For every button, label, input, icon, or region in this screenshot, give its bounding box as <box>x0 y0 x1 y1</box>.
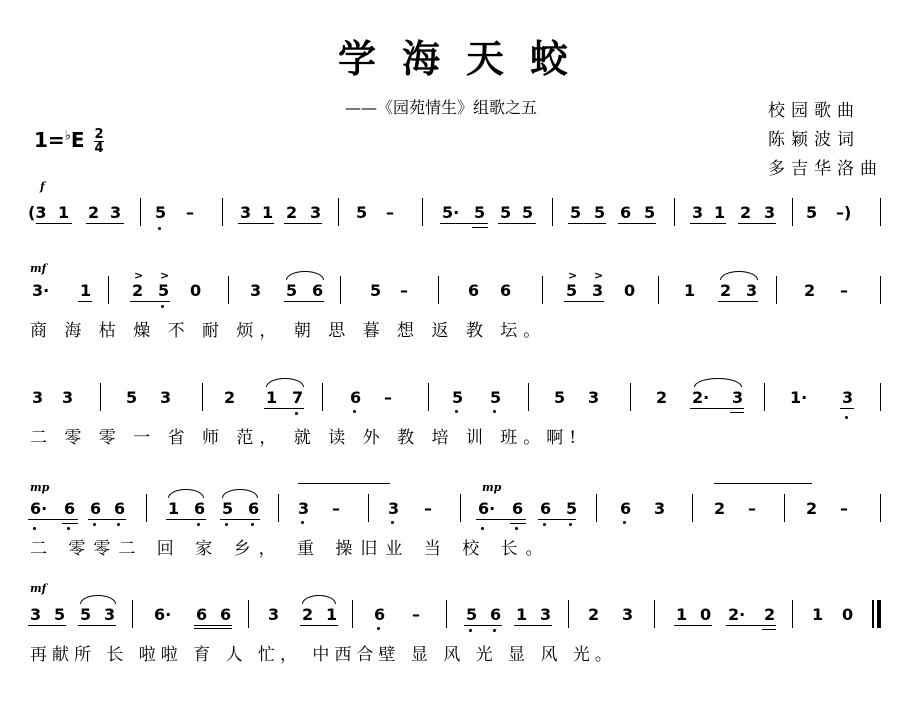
note-glyph: 3 <box>250 281 262 300</box>
underline <box>264 408 304 409</box>
underline <box>194 628 232 629</box>
barline <box>146 494 147 522</box>
note-glyph: 2 <box>740 203 752 222</box>
barline <box>776 276 777 304</box>
barline <box>228 276 229 304</box>
note-glyph: 6 <box>194 499 206 518</box>
underline <box>238 223 274 224</box>
note-glyph: 3 <box>110 203 122 222</box>
underline <box>86 223 124 224</box>
underline <box>194 625 232 626</box>
note-glyph: 0 <box>624 281 636 300</box>
octave-dot <box>67 527 70 530</box>
underline <box>726 625 776 626</box>
underline <box>674 625 712 626</box>
underline <box>514 625 552 626</box>
octave-dot <box>301 521 304 524</box>
note-glyph: 1 <box>714 203 726 222</box>
barline <box>460 494 461 522</box>
note-glyph: – <box>412 605 420 624</box>
barline <box>338 198 339 226</box>
note-glyph: – <box>186 203 194 222</box>
underline <box>538 519 576 520</box>
note-glyph: 5 <box>566 499 578 518</box>
barline <box>764 383 765 411</box>
barline <box>552 198 553 226</box>
octave-dot <box>569 523 572 526</box>
note-glyph: 0 <box>842 605 854 624</box>
underline <box>690 408 744 409</box>
note-glyph: 2· <box>692 388 710 407</box>
octave-dot <box>493 629 496 632</box>
underline <box>564 301 604 302</box>
octave-dot <box>455 410 458 413</box>
barline <box>428 383 429 411</box>
note-glyph: 3 <box>160 388 172 407</box>
dynamic-mark: mf <box>30 582 47 595</box>
octave-dot <box>481 527 484 530</box>
barline <box>132 600 133 628</box>
note-glyph: 3 <box>654 499 666 518</box>
note-glyph: 5 <box>570 203 582 222</box>
note-glyph: 1 <box>684 281 696 300</box>
barline <box>792 198 793 226</box>
note-glyph: 3 <box>592 281 604 300</box>
underline <box>166 519 206 520</box>
octave-dot <box>251 523 254 526</box>
time-top: 2 <box>94 127 104 142</box>
underline <box>220 519 260 520</box>
credit-lyricist: 陈颖波词 <box>768 130 860 150</box>
octave-dot <box>33 527 36 530</box>
note-glyph: 6 <box>500 281 512 300</box>
note-glyph: 1 <box>676 605 688 624</box>
note-glyph: 6 <box>196 605 208 624</box>
note-glyph: 1 <box>80 281 92 300</box>
lyrics-line: 商 海 枯 燥 不 耐 烦， 朝 思 暮 想 返 教 坛。 <box>30 321 547 341</box>
underline <box>618 223 656 224</box>
octave-dot <box>391 521 394 524</box>
barline <box>596 494 597 522</box>
underline <box>28 519 78 520</box>
octave-dot <box>93 523 96 526</box>
note-glyph: – <box>384 388 392 407</box>
credit-composer: 多吉华洛曲 <box>768 159 883 179</box>
octave-dot <box>377 627 380 630</box>
note-glyph: 5 <box>452 388 464 407</box>
dynamic-mark: mf <box>30 262 47 275</box>
underline <box>476 519 526 520</box>
note-glyph: 6 <box>468 281 480 300</box>
lyrics-line: 再献所 长 啦啦 育 人 忙， 中西合壁 显 风 光 显 风 光。 <box>30 645 617 665</box>
note-glyph: 3 <box>240 203 252 222</box>
note-glyph: – <box>748 499 756 518</box>
barline <box>630 383 631 411</box>
note-glyph: 1 <box>326 605 338 624</box>
note-glyph: 5 <box>126 388 138 407</box>
octave-dot <box>295 412 298 415</box>
credit-genre: 校园歌曲 <box>768 101 860 121</box>
note-glyph: 1· <box>790 388 808 407</box>
note-glyph: 5 <box>566 281 578 300</box>
underline <box>472 227 488 228</box>
underline <box>762 629 776 630</box>
note-glyph: 1 <box>266 388 278 407</box>
octave-dot <box>225 523 228 526</box>
note-glyph: 3· <box>32 281 50 300</box>
note-glyph: 3 <box>30 605 42 624</box>
octave-dot <box>353 410 356 413</box>
dynamic-mark: mp <box>482 481 502 494</box>
barline <box>880 198 881 226</box>
note-glyph: 2 <box>804 281 816 300</box>
time-bottom: 4 <box>94 141 104 156</box>
note-glyph: – <box>840 281 848 300</box>
note-glyph: 2 <box>656 388 668 407</box>
note-glyph: 3 <box>268 605 280 624</box>
underline <box>440 223 488 224</box>
note-glyph: 6 <box>512 499 524 518</box>
tie <box>298 483 390 484</box>
dynamic-mark: f <box>40 180 45 193</box>
barline <box>674 198 675 226</box>
tie <box>714 483 812 484</box>
note-glyph: – <box>840 499 848 518</box>
barline <box>880 276 881 304</box>
underline <box>730 412 744 413</box>
barline <box>880 383 881 411</box>
lyrics-line: 二 零零二 回 家 乡， 重 操旧业 当 校 长。 <box>30 539 551 559</box>
slur <box>266 378 304 387</box>
note-glyph: 2 <box>224 388 236 407</box>
octave-dot <box>623 521 626 524</box>
note-glyph: 2 <box>806 499 818 518</box>
barline <box>692 494 693 522</box>
note-glyph: 2 <box>88 203 100 222</box>
note-glyph: 3 <box>298 499 310 518</box>
note-glyph: 3 <box>622 605 634 624</box>
note-glyph: 6 <box>64 499 76 518</box>
barline <box>528 383 529 411</box>
lyrics-line: 二 零 零 一 省 师 范， 就 读 外 教 培 训 班。啊! <box>30 428 583 448</box>
underline <box>568 223 606 224</box>
barline <box>880 494 881 522</box>
note-glyph: 5 <box>554 388 566 407</box>
note-glyph: 2 <box>720 281 732 300</box>
slur <box>286 271 324 280</box>
octave-dot <box>493 410 496 413</box>
barline <box>368 494 369 522</box>
note-glyph: 6 <box>248 499 260 518</box>
slur <box>302 595 336 604</box>
note-glyph: 5 <box>644 203 656 222</box>
barline <box>352 600 353 628</box>
note-glyph: 0 <box>190 281 202 300</box>
slur <box>168 489 204 498</box>
barline <box>100 383 101 411</box>
note-glyph: 1 <box>812 605 824 624</box>
note-glyph: 3 <box>746 281 758 300</box>
underline <box>88 519 126 520</box>
note-glyph: 5 <box>54 605 66 624</box>
time-signature <box>94 128 103 155</box>
barline <box>784 494 785 522</box>
octave-dot <box>161 305 164 308</box>
note-glyph: – <box>424 499 432 518</box>
note-glyph: 6 <box>490 605 502 624</box>
dynamic-mark: mp <box>30 481 50 494</box>
note-glyph: 5 <box>80 605 92 624</box>
barline <box>108 276 109 304</box>
barline <box>542 276 543 304</box>
barline <box>140 198 141 226</box>
note-glyph: 2· <box>728 605 746 624</box>
note-glyph: 5 <box>522 203 534 222</box>
note-glyph: 3 <box>540 605 552 624</box>
note-glyph: 5 <box>356 203 368 222</box>
note-glyph: 5· <box>442 203 460 222</box>
song-title: 学海天蛟 <box>337 36 594 81</box>
note-glyph: 6 <box>540 499 552 518</box>
underline <box>300 625 338 626</box>
note-glyph: 6· <box>30 499 48 518</box>
underline <box>130 301 170 302</box>
octave-dot <box>515 527 518 530</box>
note-glyph: 3 <box>692 203 704 222</box>
octave-dot <box>469 629 472 632</box>
final-barline-thick <box>877 600 881 628</box>
note-glyph: 1 <box>262 203 274 222</box>
note-glyph: 6 <box>350 388 362 407</box>
barline <box>248 600 249 628</box>
note-glyph: 5 <box>500 203 512 222</box>
underline <box>78 301 92 302</box>
octave-dot <box>158 227 161 230</box>
underline <box>690 223 726 224</box>
note-glyph: 6 <box>374 605 386 624</box>
note-glyph: 2 <box>588 605 600 624</box>
note-glyph: 5 <box>222 499 234 518</box>
note-glyph: 5 <box>158 281 170 300</box>
note-glyph: 0 <box>700 605 712 624</box>
note-glyph: 3 <box>588 388 600 407</box>
underline <box>464 625 502 626</box>
note-glyph: 3 <box>732 388 744 407</box>
barline <box>568 600 569 628</box>
note-glyph: 3 <box>32 388 44 407</box>
slur <box>222 489 258 498</box>
key-note: E <box>70 128 85 152</box>
barline <box>322 383 323 411</box>
song-subtitle: ——《园苑情生》组歌之五 <box>345 98 538 117</box>
note-glyph: 2 <box>714 499 726 518</box>
note-glyph: 6 <box>114 499 126 518</box>
note-glyph: 5 <box>806 203 818 222</box>
key-signature <box>34 128 104 155</box>
underline <box>738 223 776 224</box>
note-glyph: 2 <box>286 203 298 222</box>
note-glyph: 5 <box>286 281 298 300</box>
note-glyph: 3 <box>764 203 776 222</box>
note-glyph: 6 <box>90 499 102 518</box>
note-glyph: –) <box>836 203 852 222</box>
note-glyph: 2 <box>302 605 314 624</box>
note-glyph: – <box>332 499 340 518</box>
underline <box>36 223 72 224</box>
accent-mark: > <box>134 269 144 282</box>
note-glyph: 2 <box>132 281 144 300</box>
note-glyph: 5 <box>490 388 502 407</box>
note-glyph: 1 <box>516 605 528 624</box>
octave-dot <box>543 523 546 526</box>
note-glyph: 1 <box>58 203 70 222</box>
note-glyph: – <box>400 281 408 300</box>
accent-mark: > <box>568 269 578 282</box>
barline <box>792 600 793 628</box>
notation-line <box>0 203 906 263</box>
note-glyph: 3 <box>310 203 322 222</box>
note-glyph: 3 <box>842 388 854 407</box>
note-glyph: 6 <box>220 605 232 624</box>
note-glyph: 6· <box>154 605 172 624</box>
barline <box>422 198 423 226</box>
key-prefix: 1= <box>34 128 65 152</box>
note-glyph: (3 <box>28 203 47 222</box>
underline <box>78 625 116 626</box>
octave-dot <box>845 416 848 419</box>
slur <box>80 595 116 604</box>
accent-mark: > <box>594 269 604 282</box>
note-glyph: 5 <box>466 605 478 624</box>
barline <box>202 383 203 411</box>
underline <box>498 223 536 224</box>
barline <box>654 600 655 628</box>
note-glyph: 3 <box>62 388 74 407</box>
barline <box>222 198 223 226</box>
note-glyph: 5 <box>474 203 486 222</box>
barline <box>438 276 439 304</box>
note-glyph: 6 <box>312 281 324 300</box>
note-glyph: 5 <box>370 281 382 300</box>
underline <box>284 223 322 224</box>
underline <box>840 408 854 409</box>
underline <box>28 625 66 626</box>
underline <box>718 301 758 302</box>
final-barline-thin <box>872 600 874 628</box>
barline <box>278 494 279 522</box>
note-glyph: 7 <box>292 388 304 407</box>
note-glyph: 3 <box>388 499 400 518</box>
note-glyph: 2 <box>764 605 776 624</box>
note-glyph: 6 <box>620 499 632 518</box>
note-glyph: – <box>386 203 394 222</box>
note-glyph: 1 <box>168 499 180 518</box>
slur <box>694 378 742 387</box>
note-glyph: 6· <box>478 499 496 518</box>
accent-mark: > <box>160 269 170 282</box>
octave-dot <box>117 523 120 526</box>
barline <box>658 276 659 304</box>
note-glyph: 5 <box>594 203 606 222</box>
slur <box>720 271 758 280</box>
barline <box>446 600 447 628</box>
underline <box>510 523 526 524</box>
note-glyph: 5 <box>155 203 167 222</box>
underline <box>62 523 78 524</box>
note-glyph: 3 <box>104 605 116 624</box>
underline <box>284 301 324 302</box>
octave-dot <box>197 523 200 526</box>
note-glyph: 6 <box>620 203 632 222</box>
flat-sign: ♭ <box>64 128 71 144</box>
barline <box>340 276 341 304</box>
